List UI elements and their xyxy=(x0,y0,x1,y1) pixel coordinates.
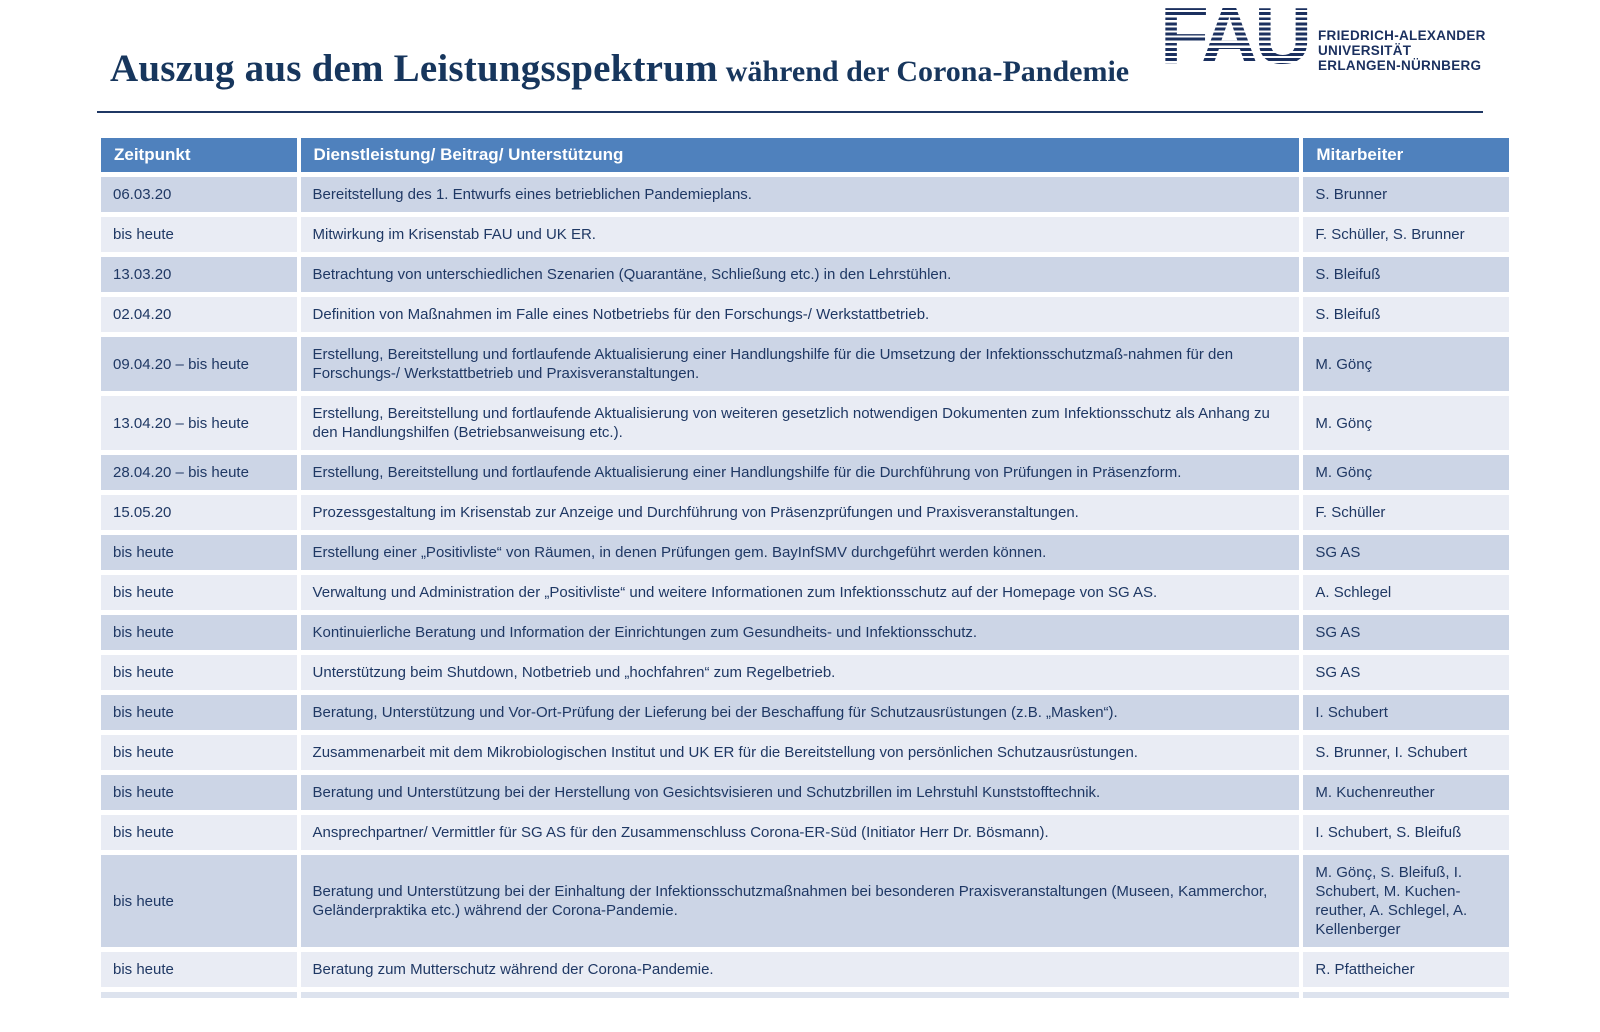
table-row xyxy=(101,575,1509,610)
cell-leistung: Mitwirkung im Krisenstab FAU und UK ER. xyxy=(301,217,1300,252)
cell-zeitpunkt xyxy=(101,992,297,998)
table-row xyxy=(101,217,1509,252)
partial-table-row xyxy=(101,992,1509,998)
table-row xyxy=(101,855,1509,947)
cell-zeitpunkt: bis heute xyxy=(101,775,297,810)
table-row xyxy=(101,655,1509,690)
cell-mitarbeiter: SG AS xyxy=(1303,615,1509,650)
table-row xyxy=(101,177,1509,212)
cell-mitarbeiter: F. Schüller xyxy=(1303,495,1509,530)
title-divider xyxy=(97,111,1483,113)
cell-mitarbeiter: S. Bleifuß xyxy=(1303,257,1509,292)
cell-mitarbeiter: M. Gönç xyxy=(1303,396,1509,450)
fau-logo-text xyxy=(1318,28,1486,73)
cell-mitarbeiter: F. Schüller, S. Brunner xyxy=(1303,217,1509,252)
fau-logo-text-line3: ERLANGEN-NÜRNBERG xyxy=(1318,58,1482,73)
cell-leistung: Prozessgestaltung im Krisenstab zur Anzeige und Durchführung von Präsenzprüfungen und Praxisveranstaltungen. xyxy=(301,495,1300,530)
fau-logo-text-line1: FRIEDRICH-ALEXANDER xyxy=(1318,28,1486,43)
cell-zeitpunkt: 13.03.20 xyxy=(101,257,297,292)
cell-zeitpunkt: bis heute xyxy=(101,575,297,610)
cell-zeitpunkt: 15.05.20 xyxy=(101,495,297,530)
leistungen-table xyxy=(97,133,1513,1003)
cell-zeitpunkt: bis heute xyxy=(101,535,297,570)
cell-zeitpunkt: 09.04.20 – bis heute xyxy=(101,337,297,391)
table-row xyxy=(101,257,1509,292)
cell-mitarbeiter: M. Gönç xyxy=(1303,337,1509,391)
cell-mitarbeiter xyxy=(1303,992,1509,998)
cell-mitarbeiter: I. Schubert, S. Bleifuß xyxy=(1303,815,1509,850)
cell-leistung: Beratung zum Mutterschutz während der Corona-Pandemie. xyxy=(301,952,1300,987)
cell-zeitpunkt: bis heute xyxy=(101,815,297,850)
column-header-zeitpunkt: Zeitpunkt xyxy=(101,138,297,172)
column-header-mitarbeiter: Mitarbeiter xyxy=(1303,138,1509,172)
cell-zeitpunkt: bis heute xyxy=(101,217,297,252)
cell-mitarbeiter: S. Bleifuß xyxy=(1303,297,1509,332)
cell-leistung: Verwaltung und Administration der „Positivliste“ und weitere Informationen zum Infektionsschutz auf der Homepage von SG AS. xyxy=(301,575,1300,610)
table-row xyxy=(101,695,1509,730)
cell-leistung: Erstellung, Bereitstellung und fortlaufende Aktualisierung einer Handlungshilfe für die Durchführung von Prüfungen in Präsenzform. xyxy=(301,455,1300,490)
cell-zeitpunkt: 06.03.20 xyxy=(101,177,297,212)
cell-zeitpunkt: 02.04.20 xyxy=(101,297,297,332)
cell-leistung: Ansprechpartner/ Vermittler für SG AS für den Zusammenschluss Corona-ER-Süd (Initiator Herr Dr. Bösmann). xyxy=(301,815,1300,850)
fau-logo-icon: FAU xyxy=(1160,0,1308,80)
cell-mitarbeiter: S. Brunner, I. Schubert xyxy=(1303,735,1509,770)
cell-leistung: Bereitstellung des 1. Entwurfs eines betrieblichen Pandemieplans. xyxy=(301,177,1300,212)
table-row xyxy=(101,735,1509,770)
cell-mitarbeiter: S. Brunner xyxy=(1303,177,1509,212)
table-header-row xyxy=(101,138,1509,172)
cell-mitarbeiter: I. Schubert xyxy=(1303,695,1509,730)
cell-leistung: Kontinuierliche Beratung und Information der Einrichtungen zum Gesundheits- und Infektionsschutz. xyxy=(301,615,1300,650)
cell-leistung: Zusammenarbeit mit dem Mikrobiologischen Institut und UK ER für die Bereitstellung von persönlichen Schutzausrüstungen. xyxy=(301,735,1300,770)
cell-mitarbeiter: R. Pfattheicher xyxy=(1303,952,1509,987)
cell-zeitpunkt: 13.04.20 – bis heute xyxy=(101,396,297,450)
cell-mitarbeiter: M. Kuchenreuther xyxy=(1303,775,1509,810)
cell-mitarbeiter: SG AS xyxy=(1303,655,1509,690)
table-row xyxy=(101,615,1509,650)
table-row xyxy=(101,455,1509,490)
cell-leistung: Definition von Maßnahmen im Falle eines Notbetriebs für den Forschungs-/ Werkstattbetrieb. xyxy=(301,297,1300,332)
table-row xyxy=(101,775,1509,810)
cell-zeitpunkt: bis heute xyxy=(101,855,297,947)
cell-zeitpunkt: bis heute xyxy=(101,655,297,690)
fau-logo-text-line2: UNIVERSITÄT xyxy=(1318,43,1412,58)
cell-leistung: Betrachtung von unterschiedlichen Szenarien (Quarantäne, Schließung etc.) in den Lehrstühlen. xyxy=(301,257,1300,292)
cell-mitarbeiter: A. Schlegel xyxy=(1303,575,1509,610)
page-title xyxy=(110,46,1129,91)
cell-leistung xyxy=(301,992,1300,998)
cell-leistung: Erstellung einer „Positivliste“ von Räumen, in denen Prüfungen gem. BayInfSMV durchgeführt werden können. xyxy=(301,535,1300,570)
table-row xyxy=(101,952,1509,987)
table-body xyxy=(101,177,1509,998)
cell-zeitpunkt: 28.04.20 – bis heute xyxy=(101,455,297,490)
table-row xyxy=(101,396,1509,450)
page-title-sub: während der Corona-Pandemie xyxy=(725,55,1130,88)
cell-mitarbeiter: SG AS xyxy=(1303,535,1509,570)
table-row xyxy=(101,337,1509,391)
cell-leistung: Erstellung, Bereitstellung und fortlaufende Aktualisierung von weiteren gesetzlich notwendigen Dokumenten zum Infektionsschutz als Anhang zu den Handlungshilfen (Betriebsanweisung etc.). xyxy=(301,396,1300,450)
cell-leistung: Unterstützung beim Shutdown, Notbetrieb und „hochfahren“ zum Regelbetrieb. xyxy=(301,655,1300,690)
page-title-main: Auszug aus dem Leistungsspektrum xyxy=(110,47,718,90)
cell-zeitpunkt: bis heute xyxy=(101,615,297,650)
cell-leistung: Beratung und Unterstützung bei der Herstellung von Gesichtsvisieren und Schutzbrillen im Lehrstuhl Kunststofftechnik. xyxy=(301,775,1300,810)
cell-leistung: Beratung und Unterstützung bei der Einhaltung der Infektionsschutzmaßnahmen bei besonderen Praxisveranstaltungen (Museen, Kammerchor, Geländerpraktika etc.) während der Corona-Pandemie. xyxy=(301,855,1300,947)
column-header-dienstleistung: Dienstleistung/ Beitrag/ Unterstützung xyxy=(301,138,1300,172)
table-row xyxy=(101,297,1509,332)
cell-zeitpunkt: bis heute xyxy=(101,735,297,770)
table-row xyxy=(101,495,1509,530)
cell-mitarbeiter: M. Gönç xyxy=(1303,455,1509,490)
table-row xyxy=(101,815,1509,850)
fau-logo xyxy=(1160,0,1486,80)
cell-zeitpunkt: bis heute xyxy=(101,952,297,987)
cell-mitarbeiter: M. Gönç, S. Bleifuß, I. Schubert, M. Kuchen-reuther, A. Schlegel, A. Kellenberger xyxy=(1303,855,1509,947)
cell-zeitpunkt: bis heute xyxy=(101,695,297,730)
table-row xyxy=(101,535,1509,570)
cell-leistung: Erstellung, Bereitstellung und fortlaufende Aktualisierung einer Handlungshilfe für die Umsetzung der Infektionsschutzmaß-nahmen für den Forschungs-/ Werkstattbetrieb und Praxisveranstaltungen. xyxy=(301,337,1300,391)
cell-leistung: Beratung, Unterstützung und Vor-Ort-Prüfung der Lieferung bei der Beschaffung für Schutzausrüstungen (z.B. „Masken“). xyxy=(301,695,1300,730)
